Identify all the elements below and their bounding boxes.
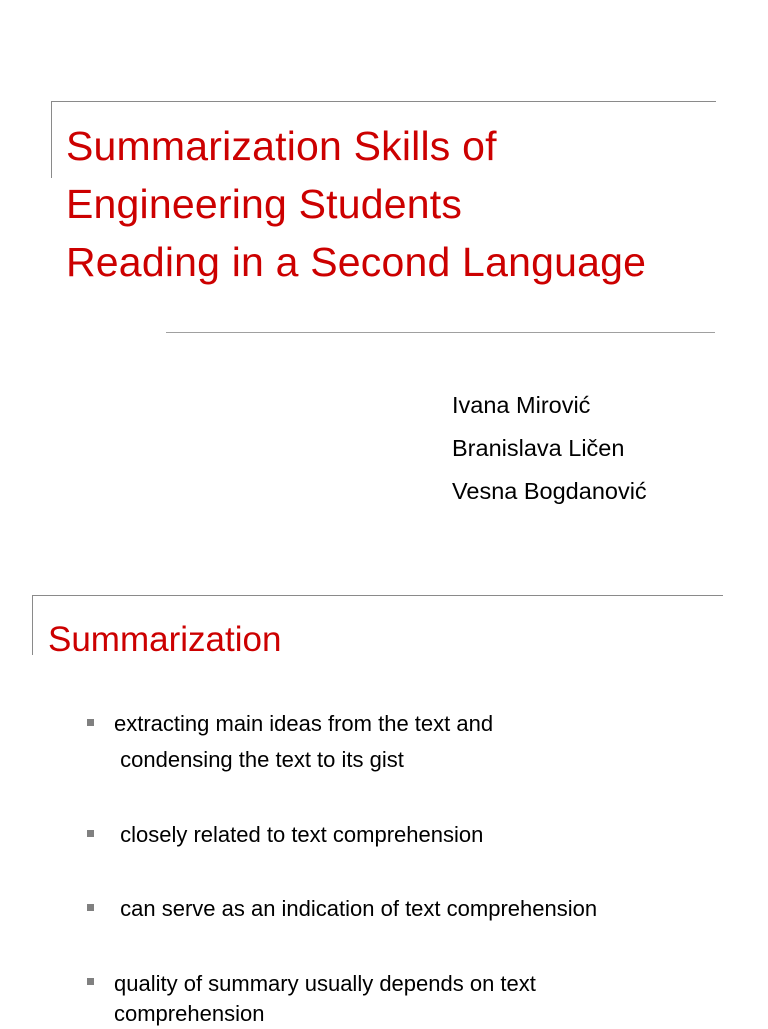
bullet-item-2 bbox=[87, 817, 727, 853]
square-bullet-icon bbox=[87, 904, 94, 911]
slide1-title-line-1: Summarization Skills of bbox=[66, 123, 497, 169]
square-bullet-icon bbox=[87, 830, 94, 837]
square-bullet-icon bbox=[87, 719, 94, 726]
author-2: Branislava Ličen bbox=[452, 435, 625, 461]
slide2-frame-top-line bbox=[32, 595, 723, 596]
square-bullet-icon bbox=[87, 978, 94, 985]
slide2-frame-left-line bbox=[32, 595, 33, 655]
bullet-item-1 bbox=[87, 706, 727, 778]
slide1-title bbox=[66, 117, 766, 291]
bullet-text: can serve as an indication of text comprehension bbox=[114, 896, 598, 921]
bullet-text: extracting main ideas from the text and condensing the text to its gist bbox=[114, 711, 494, 772]
slide1-title-line-2: Engineering Students bbox=[66, 181, 463, 227]
bullet-text: closely related to text comprehension bbox=[114, 822, 484, 847]
bullet-text: quality of summary usually depends on text comprehension bbox=[114, 971, 536, 1026]
author-3: Vesna Bogdanović bbox=[452, 478, 647, 504]
slide1-authors bbox=[452, 384, 752, 513]
slide1-frame-top-line bbox=[51, 101, 716, 102]
slide1-title-line-3: Reading in a Second Language bbox=[66, 239, 647, 285]
author-1: Ivana Mirović bbox=[452, 392, 591, 418]
bullet-item-4 bbox=[87, 965, 727, 1024]
slide1-divider bbox=[166, 332, 715, 333]
slide2-title: Summarization bbox=[48, 620, 282, 659]
bullet-item-3 bbox=[87, 891, 727, 927]
slide1-frame-left-line bbox=[51, 101, 52, 178]
